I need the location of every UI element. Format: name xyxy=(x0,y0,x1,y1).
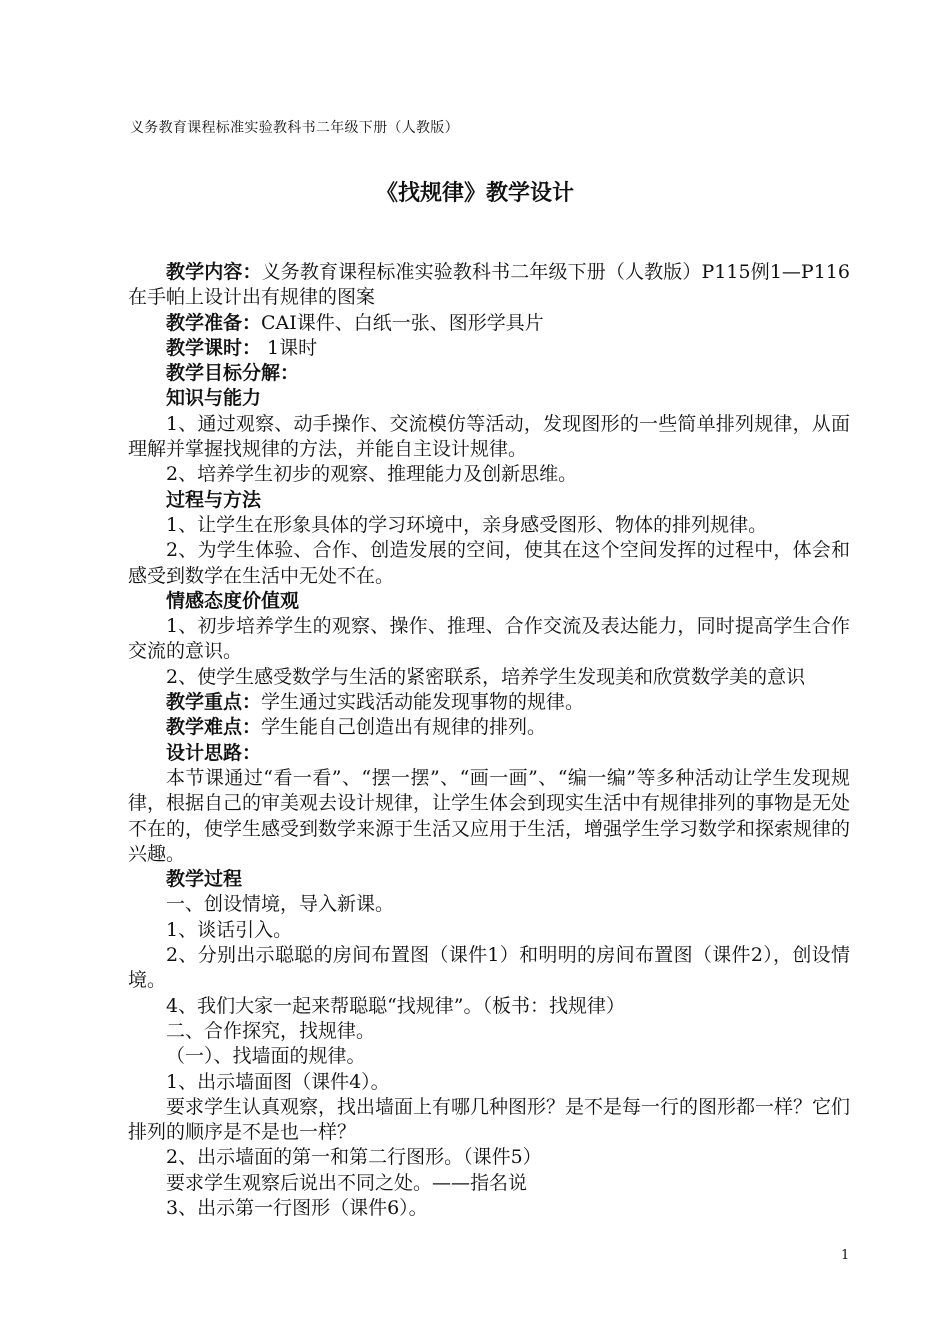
label-teaching-prep: 教学准备： xyxy=(166,311,262,334)
text-teaching-content: 义务教育课程标准实验教科书二年级下册（人教版）P115例1—P116在手帕上设计出有规律的图案 xyxy=(128,261,850,309)
procedure-step-11: 3、出示第一行图形（课件6）。 xyxy=(166,1196,428,1219)
heading-goals: 教学目标分解： xyxy=(166,362,300,385)
label-teaching-content: 教学内容： xyxy=(166,261,262,283)
document-title: 《找规律》教学设计 xyxy=(375,181,574,206)
knowledge-item-2: 2、培养学生初步的观察、推理能力及创新思维。 xyxy=(166,463,578,486)
process-item-2: 2、为学生体验、合作、创造发展的空间，使其在这个空间发挥的过程中，体会和感受到数学在生活中无处不在。 xyxy=(128,539,850,587)
teaching-difficulty xyxy=(128,715,850,740)
knowledge-item-1: 1、通过观察、动手操作、交流模仿等活动，发现图形的一些简单排列规律，从面理解并掌握找规律的方法，并能自主设计规律。 xyxy=(128,412,850,461)
heading-emotion: 情感态度价值观 xyxy=(166,589,300,612)
procedure-step-1: 一、创设情境，导入新课。 xyxy=(166,893,395,916)
heading-knowledge: 知识与能力 xyxy=(166,387,262,410)
heading-process: 过程与方法 xyxy=(166,488,262,511)
teaching-content xyxy=(128,260,850,311)
procedure-step-4: 4、我们大家一起来帮聪聪“找规律”。（板书：找规律） xyxy=(166,994,626,1017)
heading-design: 设计思路： xyxy=(166,741,262,764)
procedure-step-8: 要求学生认真观察，找出墙面上有哪几种图形？是不是每一行的图形都一样？它们排列的顺序是不是也一样？ xyxy=(128,1095,851,1144)
emotion-item-1: 1、初步培养学生的观察、操作、推理、合作交流及表达能力，同时提高学生合作交流的意识。 xyxy=(128,615,850,663)
teaching-prep xyxy=(128,311,850,336)
text-teaching-prep: CAI课件、白纸一张、图形学具片 xyxy=(261,311,544,334)
design-text: 本节课通过“看一看”、“摆一摆”、“画一画”、“编一编”等多种活动让学生发现规律，根据自己的审美观去设计规律，让学生体会到现实生活中有规律排列的事物是无处不在的，使学生感受到数学来源于生活又应用于生活，增强学生学习数学和探索规律的兴趣。 xyxy=(128,766,851,865)
label-difficulty: 教学难点： xyxy=(166,716,262,739)
procedure-step-7: 1、出示墙面图（课件4）。 xyxy=(166,1070,390,1093)
procedure-step-5: 二、合作探究，找规律。 xyxy=(166,1019,376,1042)
text-difficulty: 学生能自己创造出有规律的排列。 xyxy=(261,716,547,739)
document-body xyxy=(128,260,850,1221)
procedure-step-3: 2、分别出示聪聪的房间布置图（课件1）和明明的房间布置图（课件2），创设情境。 xyxy=(128,944,850,992)
text-key-point: 学生通过实践活动能发现事物的规律。 xyxy=(261,691,585,714)
document-header: 义务教育课程标准实验教科书二年级下册（人教版） xyxy=(130,120,459,136)
teaching-key-point xyxy=(128,690,850,715)
emotion-item-2: 2、使学生感受数学与生活的紧密联系，培养学生发现美和欣赏数学美的意识 xyxy=(166,665,806,688)
teaching-hours xyxy=(128,336,850,361)
procedure-step-9: 2、出示墙面的第一和第二行图形。（课件5） xyxy=(166,1146,542,1169)
label-teaching-hours: 教学课时： xyxy=(166,336,262,359)
page-number: 1 xyxy=(841,1248,850,1263)
text-teaching-hours: 1课时 xyxy=(261,336,318,359)
procedure-step-2: 1、谈话引入。 xyxy=(166,918,293,941)
procedure-step-10: 要求学生观察后说出不同之处。——指名说 xyxy=(166,1171,528,1194)
process-item-1: 1、让学生在形象具体的学习环境中，亲身感受图形、物体的排列规律。 xyxy=(166,513,768,536)
procedure-step-6: （一）、找墙面的规律。 xyxy=(166,1045,366,1068)
label-key-point: 教学重点： xyxy=(166,691,262,714)
heading-procedure: 教学过程 xyxy=(166,868,243,891)
